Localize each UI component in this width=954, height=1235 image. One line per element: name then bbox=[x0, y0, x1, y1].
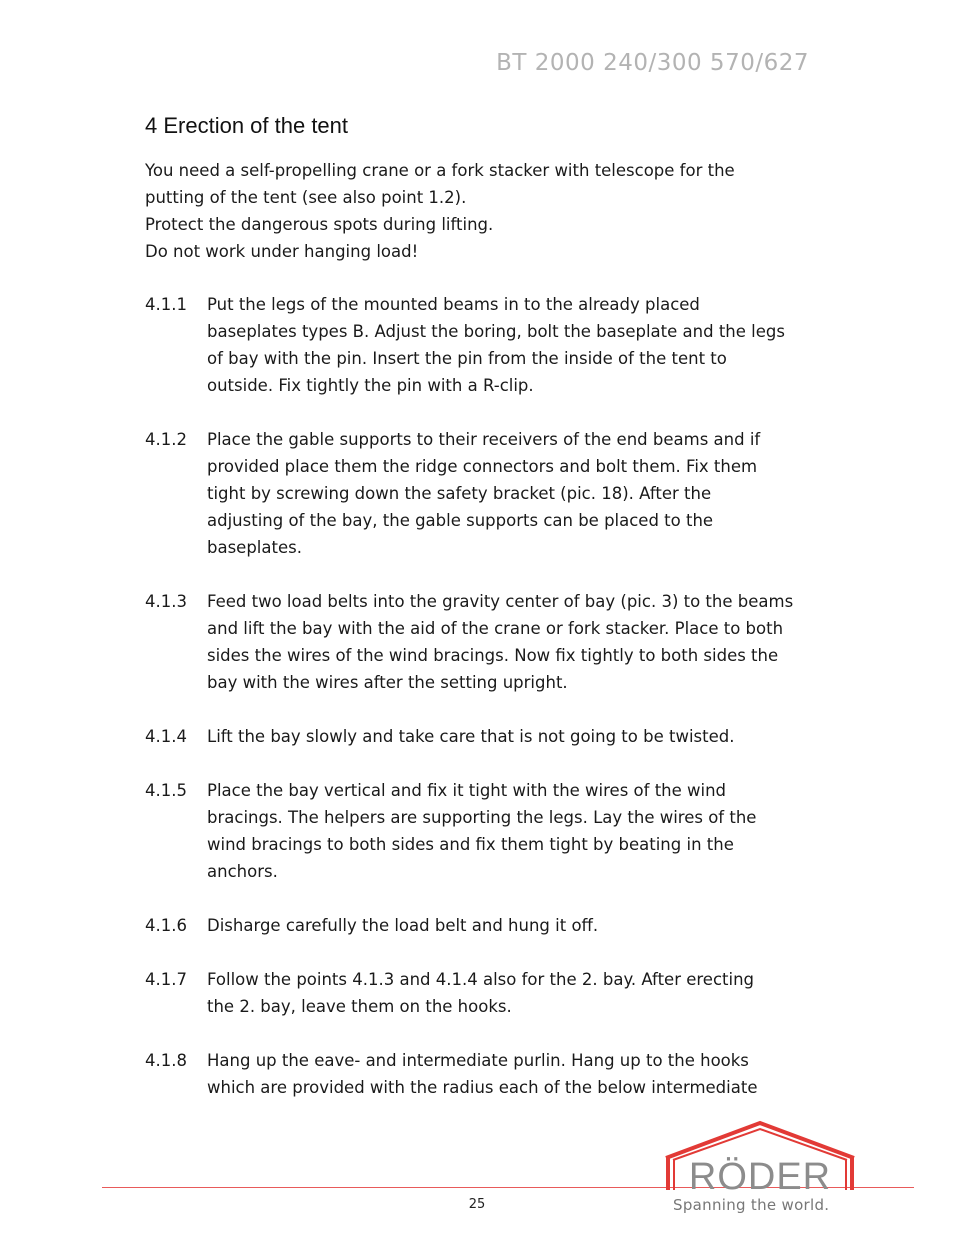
intro-line: Protect the dangerous spots during lifting. bbox=[145, 215, 494, 234]
step-line: and lift the bay with the aid of the crane or fork stacker. Place to both bbox=[207, 619, 784, 638]
step-text bbox=[207, 1047, 815, 1101]
step-text bbox=[207, 588, 815, 696]
step-line: Place the bay vertical and fix it tight with the wires of the wind bbox=[207, 781, 727, 800]
step-number: 4.1.6 bbox=[145, 916, 187, 935]
section-title: 4 Erection of the tent bbox=[145, 113, 349, 138]
step-line: wind bracings to both sides and fix them tight by beating in the bbox=[207, 835, 734, 854]
step-line: baseplates types B. Adjust the boring, bolt the baseplate and the legs bbox=[207, 322, 785, 341]
step-line: provided place them the ridge connectors and bolt them. Fix them bbox=[207, 457, 758, 476]
step-item bbox=[145, 1047, 815, 1101]
step-item bbox=[145, 912, 815, 939]
step-item bbox=[145, 291, 815, 399]
document-code: BT 2000 240/300 570/627 bbox=[496, 50, 809, 76]
intro-paragraph bbox=[145, 157, 815, 265]
step-item bbox=[145, 588, 815, 696]
step-text bbox=[207, 291, 815, 399]
step-line: adjusting of the bay, the gable supports can be placed to the bbox=[207, 511, 714, 530]
step-text bbox=[207, 777, 815, 885]
step-line: baseplates. bbox=[207, 538, 302, 557]
step-line: Place the gable supports to their receivers of the end beams and if bbox=[207, 430, 761, 449]
steps-list bbox=[145, 291, 815, 1128]
step-line: Hang up the eave- and intermediate purlin. Hang up to the hooks bbox=[207, 1051, 749, 1070]
step-line: anchors. bbox=[207, 862, 278, 881]
step-line: tight by screwing down the safety bracket (pic. 18). After the bbox=[207, 484, 712, 503]
step-line: Put the legs of the mounted beams in to the already placed bbox=[207, 295, 700, 314]
step-number: 4.1.3 bbox=[145, 592, 187, 611]
page-number: 25 bbox=[468, 1197, 486, 1212]
intro-line: putting of the tent (see also point 1.2). bbox=[145, 188, 467, 207]
step-text bbox=[207, 912, 815, 939]
step-number: 4.1.4 bbox=[145, 727, 187, 746]
logo-wordmark: RÖDER bbox=[688, 1156, 832, 1198]
step-item bbox=[145, 777, 815, 885]
step-line: the 2. bay, leave them on the hooks. bbox=[207, 997, 512, 1016]
step-item bbox=[145, 966, 815, 1020]
step-text bbox=[207, 723, 815, 750]
step-line: which are provided with the radius each of the below intermediate bbox=[207, 1078, 758, 1097]
step-item bbox=[145, 426, 815, 561]
step-line: sides the wires of the wind bracings. Now fix tightly to both sides the bbox=[207, 646, 779, 665]
step-line: of bay with the pin. Insert the pin from the inside of the tent to bbox=[207, 349, 727, 368]
step-number: 4.1.7 bbox=[145, 970, 187, 989]
step-line: bay with the wires after the setting upright. bbox=[207, 673, 568, 692]
step-number: 4.1.1 bbox=[145, 295, 187, 314]
step-line: Lift the bay slowly and take care that is not going to be twisted. bbox=[207, 727, 735, 746]
step-text bbox=[207, 966, 815, 1020]
step-line: bracings. The helpers are supporting the legs. Lay the wires of the bbox=[207, 808, 757, 827]
step-number: 4.1.2 bbox=[145, 430, 187, 449]
step-line: Disharge carefully the load belt and hung it off. bbox=[207, 916, 599, 935]
step-text bbox=[207, 426, 815, 561]
step-line: Feed two load belts into the gravity center of bay (pic. 3) to the beams bbox=[207, 592, 794, 611]
intro-line: You need a self-propelling crane or a fork stacker with telescope for the bbox=[145, 161, 735, 180]
step-line: outside. Fix tightly the pin with a R-clip. bbox=[207, 376, 534, 395]
step-item bbox=[145, 723, 815, 750]
intro-line: Do not work under hanging load! bbox=[145, 242, 419, 261]
step-number: 4.1.8 bbox=[145, 1051, 187, 1070]
step-number: 4.1.5 bbox=[145, 781, 187, 800]
logo-tagline: Spanning the world. bbox=[673, 1196, 830, 1214]
step-line: Follow the points 4.1.3 and 4.1.4 also for the 2. bay. After erecting bbox=[207, 970, 754, 989]
